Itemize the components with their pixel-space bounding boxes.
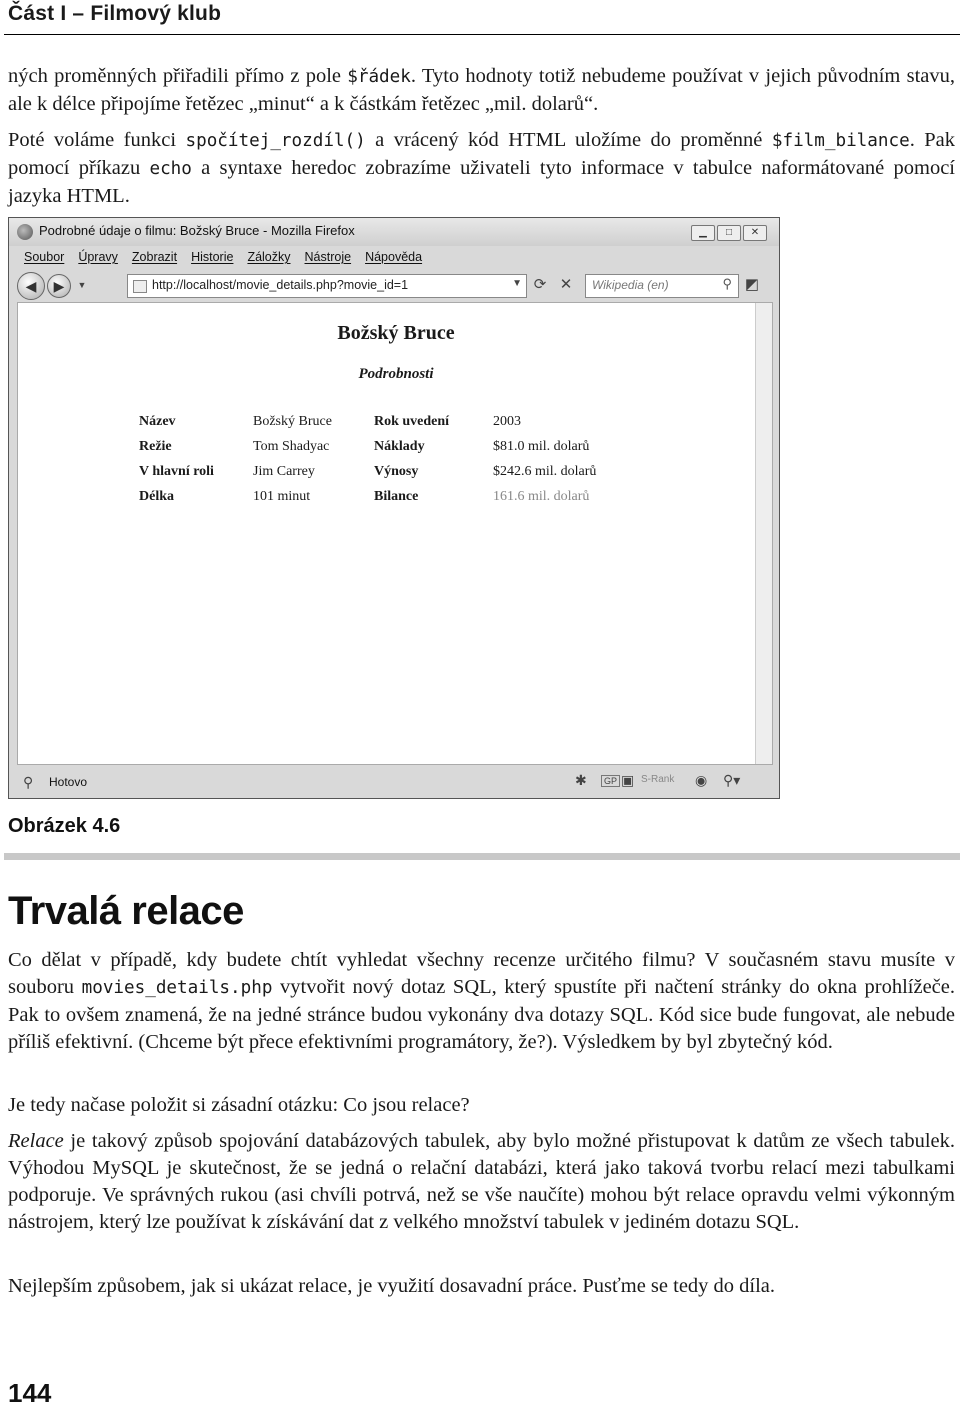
reload-icon[interactable]: ⟳ (533, 276, 547, 293)
figure-caption: Obrázek 4.6 (8, 815, 121, 837)
status-bar (9, 766, 779, 798)
status-search-icon: ⚲ (23, 774, 34, 790)
label-vynosy: Výnosy (374, 464, 419, 479)
value-vynosy: $242.6 mil. dolarů (493, 464, 597, 479)
code-echo: echo (149, 159, 192, 179)
s-rank-icon[interactable]: S-Rank (641, 774, 675, 785)
value-rok-uvedeni: 2003 (493, 414, 521, 429)
page-subtitle: Podrobnosti (358, 366, 434, 382)
back-icon[interactable]: ◀ (17, 272, 45, 300)
vertical-scrollbar[interactable] (755, 303, 772, 764)
code-radek: $řádek (347, 67, 411, 87)
firefox-icon (17, 224, 33, 240)
stop-icon[interactable]: ✕ (559, 276, 573, 293)
zoom-icon[interactable]: ⚲▾ (723, 772, 741, 788)
browser-screenshot (8, 217, 780, 799)
url-text: http://localhost/movie_details.php?movie_id=1 (152, 278, 409, 292)
url-bar[interactable] (127, 274, 527, 298)
code-spocitej-rozdil: spočítej_rozdíl() (185, 131, 366, 151)
value-delka: 101 minut (253, 489, 311, 504)
value-bilance: 161.6 mil. dolarů (493, 489, 590, 504)
window-titlebar (9, 218, 779, 246)
code-movies-details: movies_details.php (81, 978, 273, 998)
maximize-button[interactable]: □ (717, 225, 741, 241)
value-hlavni-role: Jim Carrey (253, 464, 315, 479)
label-hlavni-role: V hlavní roli (139, 464, 214, 479)
history-dropdown-icon[interactable]: ▼ (77, 280, 87, 290)
gp-icon[interactable]: GP (601, 775, 620, 787)
body-paragraph-2: Je tedy načase položit si zásadní otázku: Co jsou relace? (8, 1094, 470, 1116)
firebug-icon[interactable]: ✱ (575, 772, 587, 788)
search-placeholder: Wikipedia (en) (592, 278, 669, 292)
term-relace: Relace (8, 1130, 64, 1152)
search-box[interactable] (585, 274, 739, 298)
menu-historie[interactable]: Historie (191, 250, 234, 264)
value-nazev: Božský Bruce (253, 414, 332, 429)
menu-napoveda[interactable]: Nápověda (365, 250, 423, 264)
label-delka: Délka (139, 489, 174, 504)
section-heading: Trvalá relace (8, 889, 244, 933)
search-engine-icon[interactable]: ◩ (744, 276, 760, 293)
label-naklady: Náklady (374, 439, 425, 454)
running-header: Část I – Filmový klub (8, 2, 222, 25)
label-rok-uvedeni: Rok uvedení (374, 414, 450, 429)
label-nazev: Název (139, 414, 176, 429)
body-paragraph-1: Co dělat v případě, kdy budete chtít vyhledat všechny recenze určitého filmu? V současném stavu musíte v souboru movies_details.php vytvořit nový dotaz SQL, který spustíte při načtení stránky do okna prohlížeče. Pak to ovšem znamená, že na jedné stránce budou vykonány dva dotazy SQL. Kód sice bude fungovat, ale nebude příliš efektivní. (Chceme být přece efektivními programátory, že?). Výsledkem by byl zbytečný kód. (8, 949, 955, 1053)
status-text: Hotovo (49, 775, 88, 789)
value-rezie: Tom Shadyac (253, 439, 330, 454)
header-rule (4, 34, 960, 35)
body-paragraph-3: Relace je takový způsob spojování databázových tabulek, aby bylo možné přistupovat k datům ze všech tabulek. Výhodou MySQL je skutečnost, že se jedná o relační databázi, která jako taková tvorbu relací mezi tabulkami podporuje. Ve správných rukou (asi chvíli potrvá, než se vše naučíte) mohou být relace opravdu velmi výkonným nástrojem, který lze používat k získávání dat z velkého množství tabulek v jediném dotazu SQL. (8, 1130, 955, 1233)
page-title: Božský Bruce (337, 322, 455, 344)
intro-paragraph-2: Poté voláme funkci spočítej_rozdíl() a vrácený kód HTML uložíme do proměnné $film_bilance. Pak pomocí příkazu echo a syntaxe heredoc zobrazíme uživateli tyto informace v tabulce naformátované pomocí jazyka HTML. (8, 129, 956, 207)
close-button[interactable]: ✕ (743, 225, 767, 241)
page-viewport (17, 302, 773, 765)
menu-zalozky[interactable]: Záložky (247, 250, 291, 264)
page-number: 144 (8, 1378, 52, 1408)
caption-rule (4, 853, 960, 860)
page-favicon (133, 280, 147, 293)
menu-upravy[interactable]: Úpravy (78, 250, 118, 264)
menu-bar (9, 246, 779, 268)
page-info-icon[interactable]: ▣ (621, 772, 635, 788)
menu-soubor[interactable]: Soubor (24, 250, 65, 264)
code-film-bilance: $film_bilance (771, 131, 910, 151)
navigation-toolbar (9, 268, 779, 302)
forward-icon[interactable]: ▶ (47, 274, 71, 298)
addon-icon[interactable]: ◉ (695, 772, 708, 788)
body-paragraph-4: Nejlepším způsobem, jak si ukázat relace, je využití dosavadní práce. Pusťme se tedy do díla. (8, 1275, 776, 1297)
menu-nastroje[interactable]: Nástroje (304, 250, 352, 264)
intro-paragraph-1: ných proměnných přiřadili přímo z pole $řádek. Tyto hodnoty totiž nebudeme používat v jejich původním stavu, ale k délce připojíme řetězec „minut“ a k částkám řetězec „mil. dolarů“. (8, 65, 955, 115)
value-naklady: $81.0 mil. dolarů (493, 439, 590, 454)
minimize-button[interactable]: ▁ (691, 225, 715, 241)
search-icon[interactable]: ⚲ (722, 276, 732, 291)
label-rezie: Režie (139, 439, 172, 454)
window-title: Podrobné údaje o filmu: Božský Bruce - Mozilla Firefox (39, 223, 355, 238)
menu-zobrazit[interactable]: Zobrazit (131, 250, 178, 264)
label-bilance: Bilance (374, 489, 419, 504)
url-dropdown-icon[interactable]: ▼ (512, 278, 522, 289)
